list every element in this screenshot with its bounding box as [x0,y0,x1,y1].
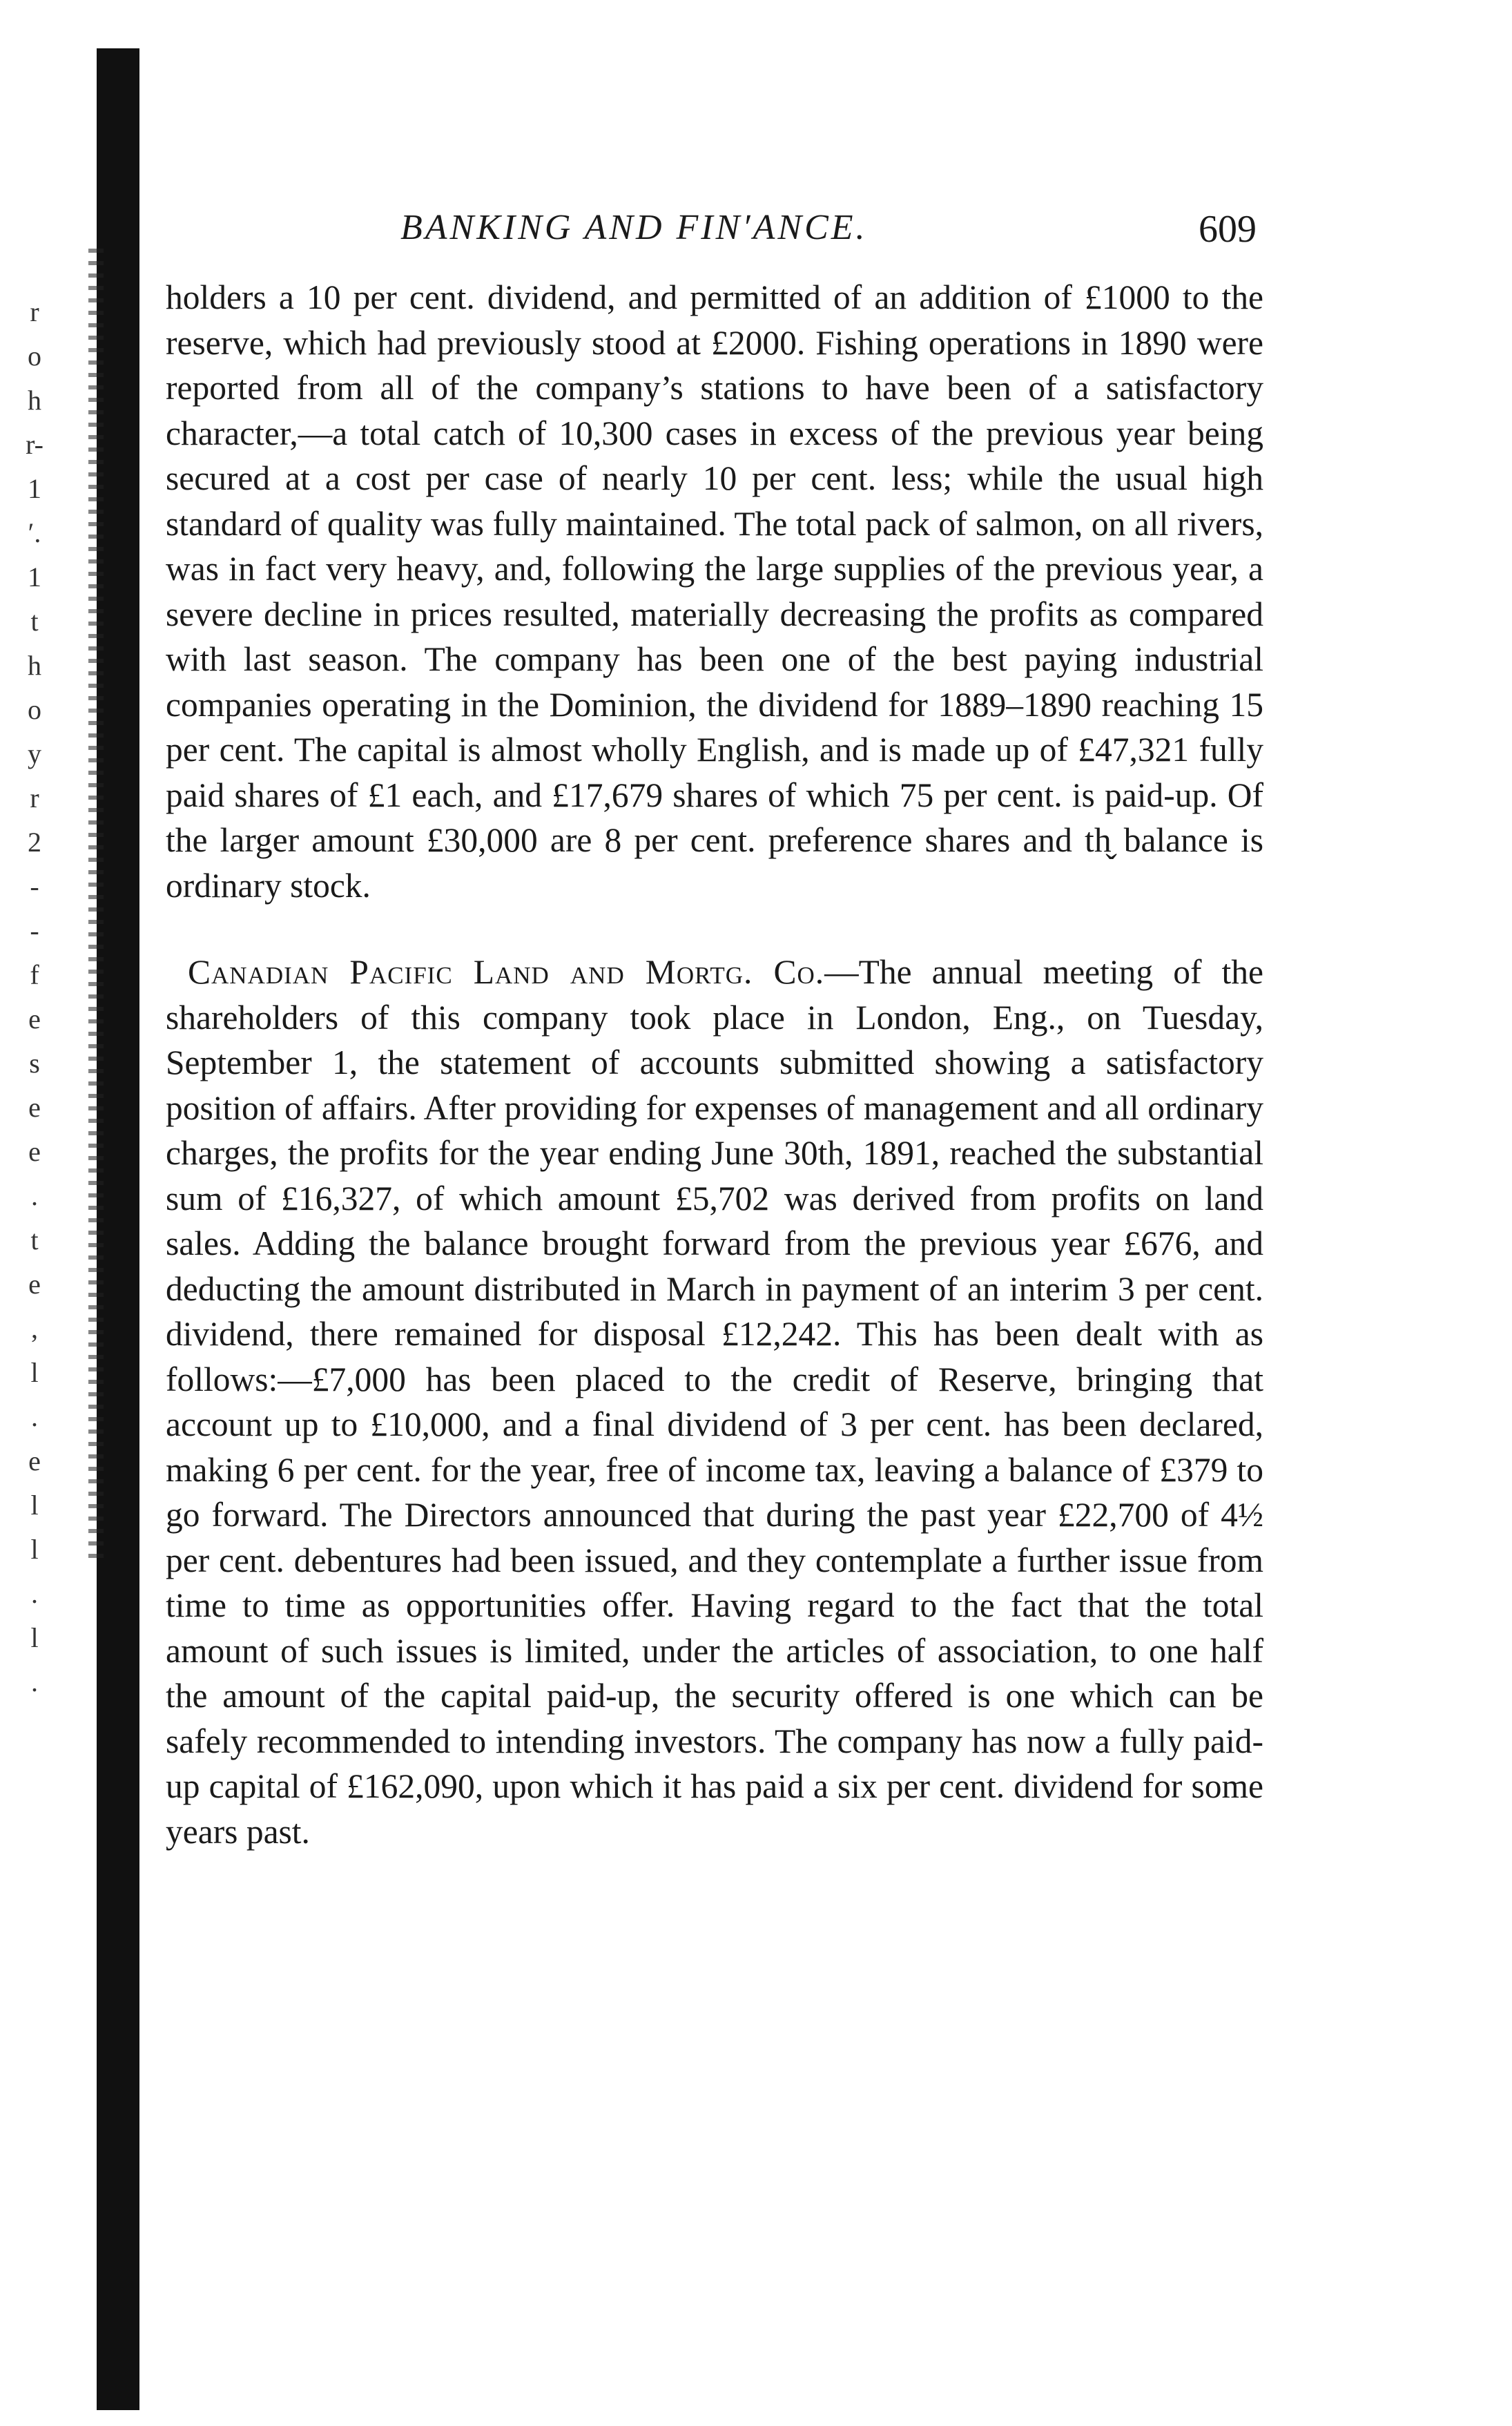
paragraph-canadian-pacific [166,950,1263,1854]
running-title: BANKING AND FIN′ANCE. [400,208,868,247]
margin-fragment: e [28,1092,41,1123]
margin-fragment: e [28,1136,41,1167]
margin-fragment: s [29,1048,40,1079]
margin-fragment: h [28,650,41,681]
margin-fragments [0,290,69,1809]
margin-fragment: . [31,1401,38,1432]
margin-fragment: 1 [28,561,41,593]
running-head [166,207,1270,256]
margin-fragment: o [28,340,41,372]
margin-fragment: , [31,1313,38,1344]
margin-fragment: t [30,1224,39,1255]
margin-fragment: 1 [28,473,41,504]
margin-fragment: - [30,915,39,946]
paragraph-heading: Canadian Pacific Land and Mortg. Co. [188,953,825,991]
margin-fragment: ′. [28,517,41,548]
margin-fragment: l [30,1534,39,1565]
body-text [166,275,1263,1854]
margin-fragment: y [28,738,41,769]
binding-speckle [88,249,104,1561]
margin-fragment: . [31,1578,38,1609]
margin-fragment: o [28,694,41,725]
margin-fragment: e [28,1445,41,1476]
margin-fragment: h [28,385,41,416]
margin-fragment: f [30,959,39,990]
margin-fragment: l [30,1490,39,1521]
margin-fragment: l [30,1622,39,1653]
paragraph-body: —The annual meeting of the shareholders of this company took place in London, Eng., on Tuesday, September 1, the statement of accounts submitted showing a satisfactory position of affairs. After providing for expenses of management and all ordinary charges, the profits for the year ending June 30th, 1891, reached the substantial sum of £16,327, of which amount £5,702 was derived from profits on land sales. Adding the balance brought forward from the previous year £676, and deducting the amount distributed in March in payment of an interim 3 per cent. dividend, there remained for disposal £12,242. This has been dealt with as follows:—£7,000 has been placed to the credit of Reserve, bringing that account up to £10,000, and a final dividend of 3 per cent. has been declared, making 6 per cent. for the year, free of income tax, leaving a balance of £379 to go forward. The Directors announced that during the past year £22,700 of 4½ per cent. debentures had been issued, and they contemplate a further issue from time to time as opportunities offer. Having regard to the fact that the total amount of such issues is limited, under the articles of association, to one half the amount of the capital paid-up, the security offered is one which can be safely recommended to intending investors. The company has now a fully paid-up capital of £162,090, upon which it has paid a six per cent. dividend for some years past. [166,953,1264,1851]
margin-fragment: e [28,1003,41,1034]
margin-fragment: . [31,1666,38,1697]
margin-fragment: l [30,1357,39,1388]
margin-fragment: r [30,296,39,327]
margin-fragment: 2 [28,827,41,858]
margin-fragment: t [30,606,39,637]
margin-fragment: r- [26,429,43,460]
margin-fragment: e [28,1269,41,1300]
page-number: 609 [1199,208,1257,251]
margin-fragment: - [30,871,39,902]
margin-fragment: . [31,1180,38,1211]
margin-fragment: r [30,782,39,814]
paragraph-salmon-company: holders a 10 per cent. dividend, and permitted of an addition of £1000 to the reserve, which had previously stood at £2000. Fishing operations in 1890 were reported from all of the company’s stations to have been of a satisfactory character,—a total catch of 10,300 cases in excess of the previous year being secured at a cost per case of nearly 10 per cent. less; while the usual high standard of quality was fully maintained. The total pack of salmon, on all rivers, was in fact very heavy, and, following the large supplies of the previous year, a severe decline in prices resulted, materially decreasing the profits as compared with last season. The company has been one of the best paying industrial companies operating in the Dominion, the dividend for 1889–1890 reaching 15 per cent. The capital is almost wholly English, and is made up of £47,321 fully paid shares of £1 each, and £17,679 shares of which 75 per cent. is paid-up. Of the larger amount £30,000 are 8 per cent. preference shares and th̬ balance is ordinary stock. [166,278,1263,905]
